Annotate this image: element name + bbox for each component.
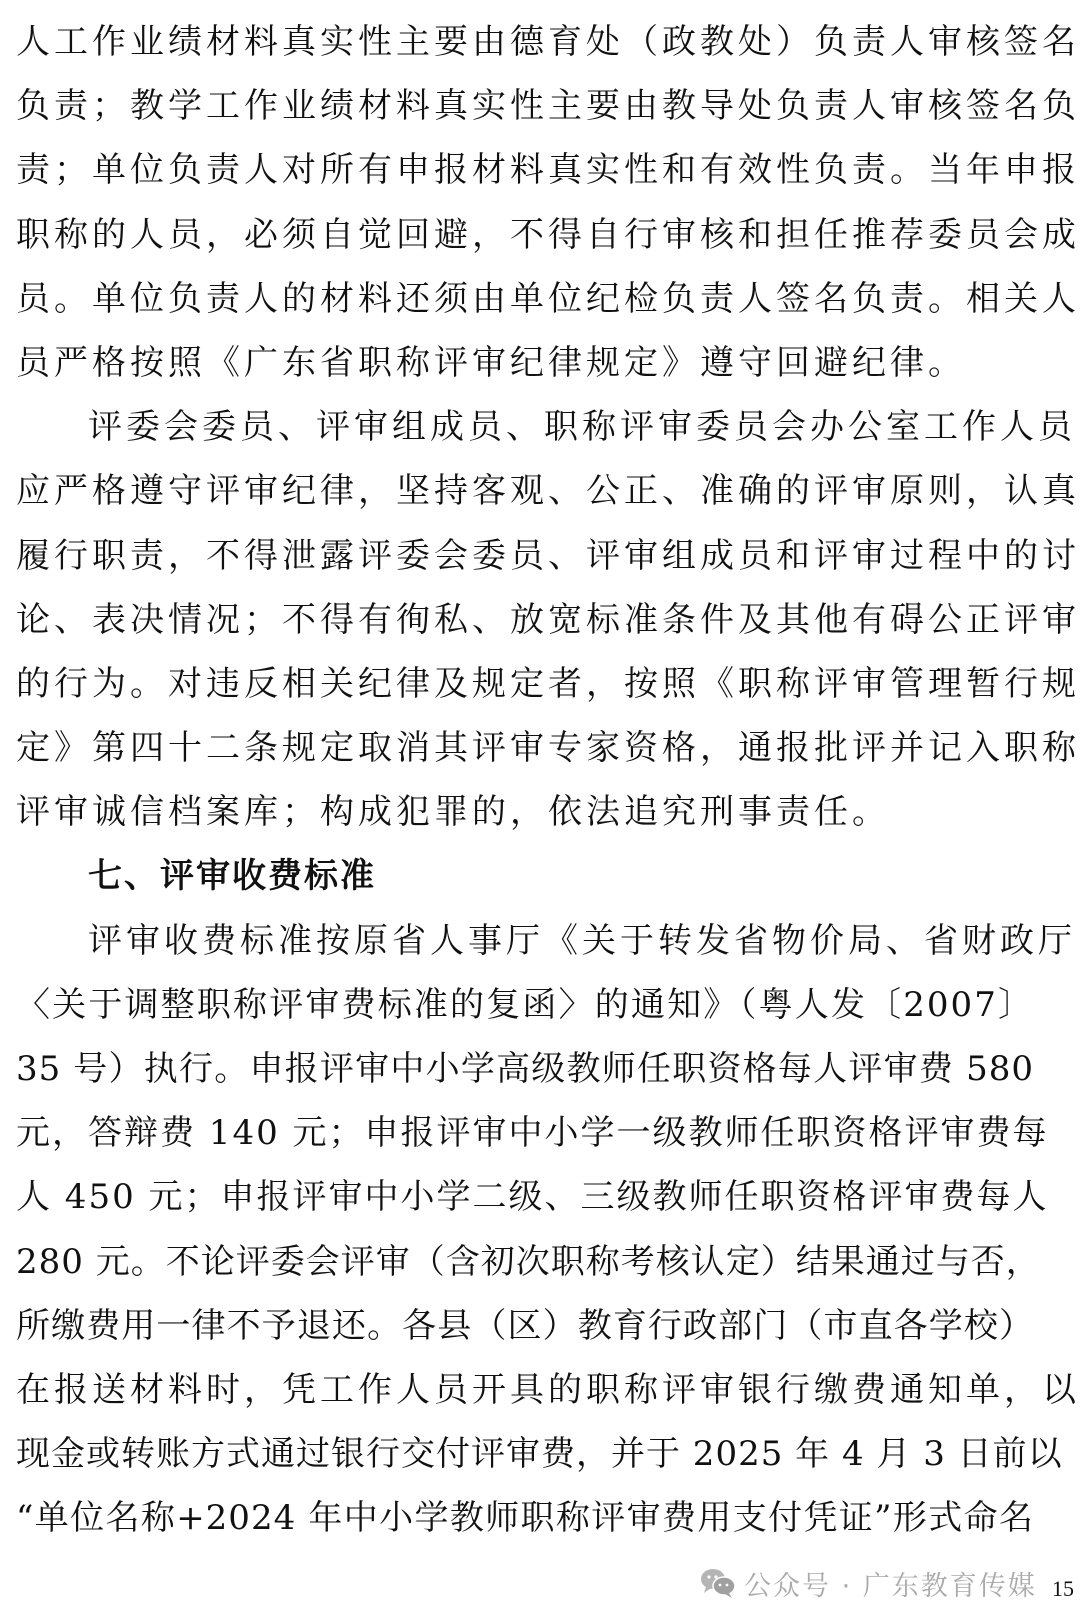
page-number: 15 [1052, 1576, 1074, 1601]
section-heading: 七、评审收费标准 [88, 856, 376, 897]
text-line: 责；单位负责人对所有申报材料真实性和有效性负责。当年申报 [16, 150, 1080, 191]
paragraph-start-line: 评审收费标准按原省人事厅《关于转发省物价局、省财政厅 [88, 920, 1076, 961]
text-line: 280 元。不论评委会评审（含初次职称考核认定）结果通过与否， [16, 1241, 1041, 1282]
text-line: 定》第四十二条规定取消其评审专家资格，通报批评并记入职称 [16, 728, 1080, 769]
text-line: 评审诚信档案库；构成犯罪的，依法追究刑事责任。 [16, 792, 890, 833]
text-line: 35 号）执行。申报评审中小学高级教师任职资格每人评审费 580 [16, 1049, 1034, 1089]
text-line: 〈关于调整职称评审费标准的复函〉的通知》（粤人发〔2007〕 [16, 984, 1034, 1025]
text-line: 的行为。对违反相关纪律及规定者，按照《职称评审管理暂行规 [16, 663, 1080, 704]
text-line: 负责；教学工作业绩材料真实性主要由教导处负责人审核签名负 [16, 86, 1080, 127]
text-line: “单位名称+2024 年中小学教师职称评审费用支付凭证”形式命名 [16, 1498, 1034, 1539]
watermark-text: 公众号 · 广东教育传媒 [744, 1570, 1037, 1602]
wechat-icon [700, 1567, 736, 1599]
document-page [16, 10, 1080, 1551]
watermark [700, 1563, 1037, 1603]
text-line: 应严格遵守评审纪律，坚持客观、公正、准确的评审原则，认真 [16, 471, 1080, 512]
text-line: 论、表决情况；不得有徇私、放宽标准条件及其他有碍公正评审 [16, 599, 1080, 640]
text-line: 员。单位负责人的材料还须由单位纪检负责人签名负责。相关人 [16, 278, 1080, 319]
text-line: 现金或转账方式通过银行交付评审费，并于 2025 年 4 月 3 日前以 [16, 1434, 1063, 1475]
text-line: 职称的人员，必须自觉回避，不得自行审核和担任推荐委员会成 [16, 214, 1080, 255]
text-line: 履行职责，不得泄露评委会委员、评审组成员和评审过程中的讨 [16, 535, 1080, 576]
text-line: 人工作业绩材料真实性主要由德育处（政教处）负责人审核签名 [16, 22, 1080, 62]
text-line: 在报送材料时，凭工作人员开具的职称评审银行缴费通知单，以 [16, 1369, 1080, 1410]
text-line: 元，答辩费 140 元；申报评审中小学一级教师任职资格评审费每 [16, 1113, 1049, 1154]
text-line: 员严格按照《广东省职称评审纪律规定》遵守回避纪律。 [16, 342, 966, 383]
text-line: 人 450 元；申报评审中小学二级、三级教师任职资格评审费每人 [16, 1177, 1049, 1218]
paragraph-start-line: 评委会委员、评审组成员、职称评审委员会办公室工作人员 [88, 407, 1076, 448]
text-line: 所缴费用一律不予退还。各县（区）教育行政部门（市直各学校） [16, 1305, 1034, 1346]
